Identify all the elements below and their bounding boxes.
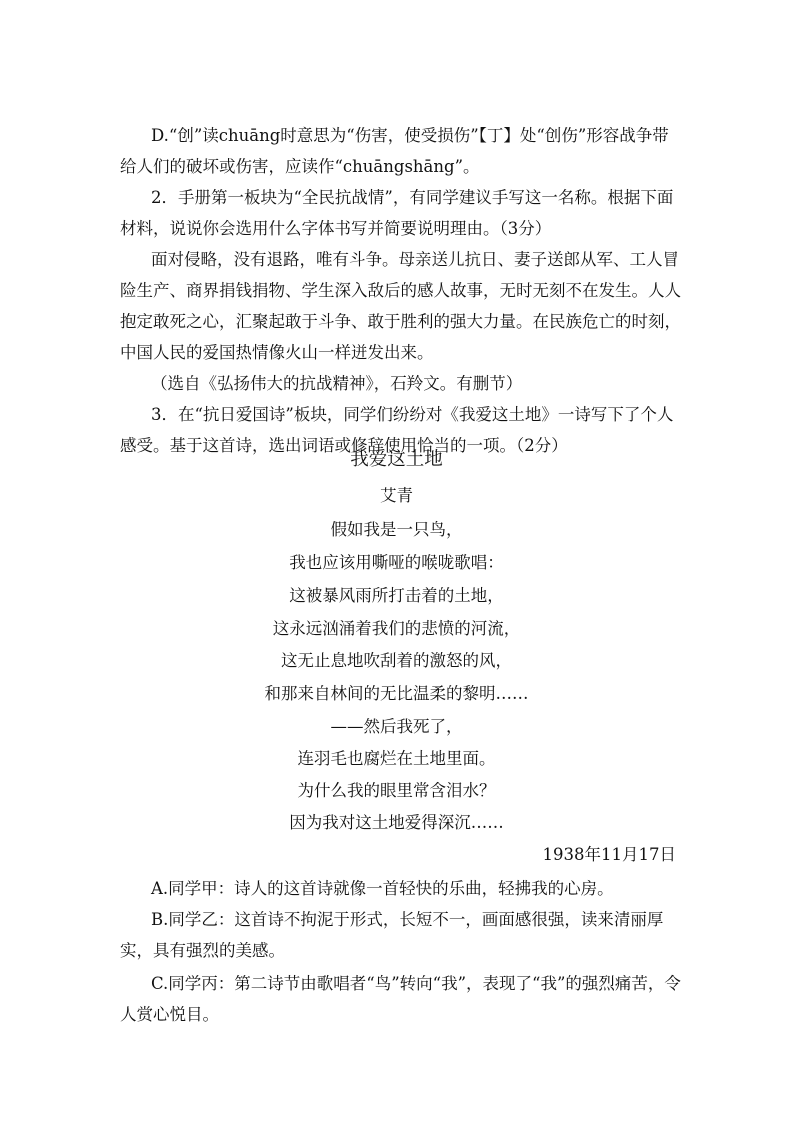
poem-line: 这被暴风雨所打击着的土地， — [289, 586, 504, 605]
reading-material: 面对侵略，没有退路，唯有斗争。母亲送儿抗日、妻子送郎从军、工人冒险生产、商界捐钱捐物、学生深入敌后的感人故事，无时无刻不在发生。人人抱定敢死之心，汇聚起敢于斗争、敢于胜利的强大力量。在民族危亡的时刻，中国人民的爱国热情像火山一样迸发出来。 — [120, 250, 681, 362]
option-c: C.同学丙：第二诗节由歌唱者“鸟”转向“我”，表现了“我”的强烈痛苦，令人赏心悦目。 — [120, 974, 681, 1024]
option-d-paragraph: D.“创”读chuāng时意思为“伤害，使受损伤”【丁】处“创伤”形容战争带给人们的破坏或伤害，应读作“chuāngshāng”。 — [120, 126, 669, 176]
poem-line: 我也应该用嘶哑的喉咙歌唱： — [289, 553, 504, 572]
poem-author: 艾青 — [380, 486, 413, 505]
material-source: （选自《弘扬伟大的抗战精神》，石羚文。有删节） — [151, 374, 523, 393]
poem-line: ——然后我死了， — [330, 717, 463, 736]
poem-title: 我爱这土地 — [350, 449, 443, 470]
question-3: 3．在“抗日爱国诗”板块，同学们纷纷对《我爱这土地》一诗写下了个人感受。基于这首诗，选出词语或修辞使用恰当的一项。（2分） — [120, 405, 674, 455]
poem-line: 连羽毛也腐烂在土地里面。 — [297, 749, 496, 768]
poem-line: 和那来自林间的无比温柔的黎明…… — [264, 684, 529, 703]
option-b: B.同学乙：这首诗不拘泥于形式，长短不一，画面感很强，读来清丽厚实，具有强烈的美感。 — [120, 910, 664, 960]
poem-line: 假如我是一只鸟， — [330, 520, 463, 539]
poem-line: 因为我对这土地爱得深沉…… — [289, 813, 504, 832]
question-2: 2．手册第一板块为“全民抗战情”，有同学建议手写这一名称。根据下面材料，说说你会选用什么字体书写并简要说明理由。（3分） — [120, 188, 674, 238]
poem-line: 这无止息地吹刮着的激怒的风， — [281, 651, 512, 670]
poem-line: 这永远汹涌着我们的悲愤的河流， — [272, 619, 521, 638]
poem-line: 为什么我的眼里常含泪水？ — [297, 781, 496, 800]
poem-date: 1938年11月17日 — [542, 845, 676, 864]
option-a: A.同学甲：诗人的这首诗就像一首轻快的乐曲，轻拂我的心房。 — [151, 879, 614, 898]
